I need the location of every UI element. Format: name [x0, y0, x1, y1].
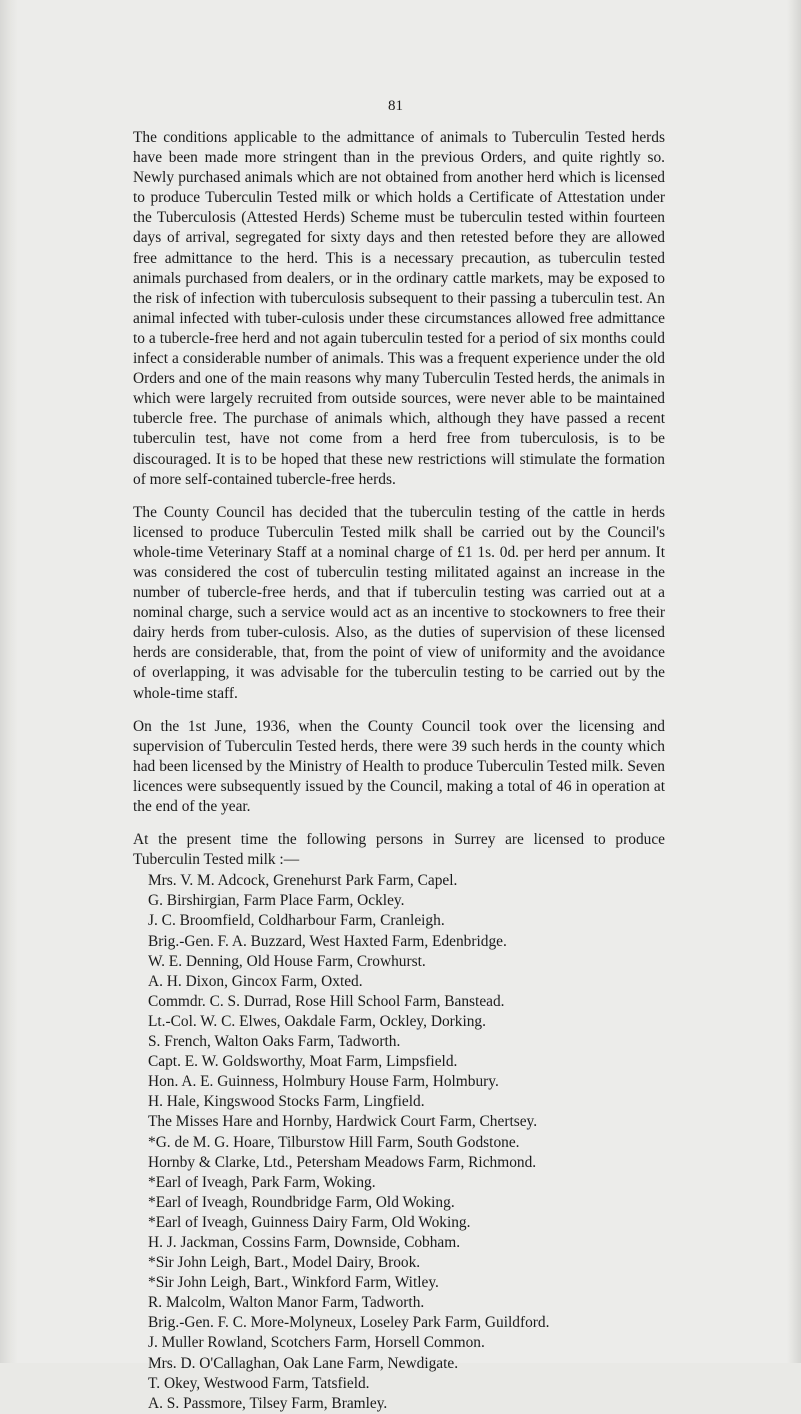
list-item: W. E. Denning, Old House Farm, Crowhurst.	[148, 952, 426, 970]
page-number: 81	[388, 98, 403, 114]
list-item: A. S. Passmore, Tilsey Farm, Bramley.	[148, 1394, 388, 1412]
list-item: Commdr. C. S. Durrad, Rose Hill School Farm, Banstead.	[148, 992, 505, 1010]
list-item: *Sir John Leigh, Bart., Model Dairy, Brook.	[148, 1254, 421, 1272]
list-item: Hornby & Clarke, Ltd., Petersham Meadows Farm, Richmond.	[148, 1153, 537, 1171]
list-item: The Misses Hare and Hornby, Hardwick Court Farm, Chertsey.	[148, 1113, 538, 1131]
page-edge-left	[0, 0, 18, 1363]
list-item: G. Birshirgian, Farm Place Farm, Ockley.	[148, 892, 405, 910]
list-item: Brig.-Gen. F. C. More-Molyneux, Loseley Park Farm, Guildford.	[148, 1314, 550, 1332]
list-item: J. C. Broomfield, Coldharbour Farm, Cranleigh.	[148, 912, 445, 930]
list-item: H. J. Jackman, Cossins Farm, Downside, Cobham.	[148, 1233, 461, 1251]
list-item: S. French, Walton Oaks Farm, Tadworth.	[148, 1033, 401, 1051]
paragraph-licensing-history: On the 1st June, 1936, when the County Council took over the licensing and supervision of Tuberculin Tested herds, there were 39 such herds in the county which had been licensed by the Ministry of Health to produce Tuberculin Tested milk. Seven licences were subsequently issued by the Council, making a total of 46 in operation at the end of the year.	[133, 717, 665, 815]
list-item: *Earl of Iveagh, Roundbridge Farm, Old Woking.	[148, 1193, 455, 1211]
list-item: H. Hale, Kingswood Stocks Farm, Lingfield.	[148, 1093, 425, 1111]
list-item: *G. de M. G. Hoare, Tilburstow Hill Farm, South Godstone.	[148, 1133, 520, 1151]
paragraph-testing-charge: The County Council has decided that the tuberculin testing of the cattle in herds licensed to produce Tuberculin Tested milk shall be carried out by the Council's whole-time Veterinary Staff at a nominal charge of £1 1s. 0d. per herd per annum. It was considered the cost of tuberculin testing militated against an increase in the number of tubercle-free herds, and that if tuberculin testing was carried out at a nominal charge, such a service would act as an incentive to stockowners to free their dairy herds from tuber-culosis. Also, as the duties of supervision of these licensed herds are considerable, that, from the point of view of uniformity and the avoidance of overlapping, it was advisable for the tuberculin testing to be carried out by the whole-time staff.	[133, 503, 665, 702]
list-item: Mrs. D. O'Callaghan, Oak Lane Farm, Newdigate.	[148, 1354, 459, 1372]
list-item: R. Malcolm, Walton Manor Farm, Tadworth.	[148, 1294, 425, 1312]
list-item: Hon. A. E. Guinness, Holmbury House Farm, Holmbury.	[148, 1073, 499, 1091]
list-item: *Earl of Iveagh, Guinness Dairy Farm, Old Woking.	[148, 1213, 471, 1231]
list-item: Mrs. V. M. Adcock, Grenehurst Park Farm, Capel.	[148, 872, 458, 890]
list-item: A. H. Dixon, Gincox Farm, Oxted.	[148, 972, 363, 990]
list-item: Brig.-Gen. F. A. Buzzard, West Haxted Farm, Edenbridge.	[148, 932, 507, 950]
licensee-list	[133, 871, 665, 1414]
licensee-list-intro: At the present time the following persons in Surrey are licensed to produce Tuberculin Tested milk :—	[133, 831, 665, 869]
list-item: *Earl of Iveagh, Park Farm, Woking.	[148, 1173, 376, 1191]
list-item: Capt. E. W. Goldsworthy, Moat Farm, Limpsfield.	[148, 1053, 458, 1071]
paragraph-admittance-conditions: The conditions applicable to the admittance of animals to Tuberculin Tested herds have been made more stringent than in the previous Orders, and quite rightly so. Newly purchased animals which are not obtained from another herd which is licensed to produce Tuberculin Tested milk or which holds a Certificate of Attestation under the Tuberculosis (Attested Herds) Scheme must be tuberculin tested within fourteen days of arrival, segregated for sixty days and then retested before they are allowed free admittance to the herd. This is a necessary precaution, as tuberculin tested animals purchased from dealers, or in the ordinary cattle markets, may be exposed to the risk of infection with tuberculosis subsequent to their passing a tuberculin test. An animal infected with tuber-culosis under these circumstances allowed free admittance to a tubercle-free herd and not again tuberculin tested for a period of six months could infect a considerable number of animals. This was a frequent experience under the old Orders and one of the main reasons why many Tuberculin Tested herds, the animals in which were largely recruited from outside sources, were never able to be maintained tubercle free. The purchase of animals which, although they have passed a recent tuberculin test, have not come from a herd free from tuberculosis, is to be discouraged. It is to be hoped that these new restrictions will stimulate the formation of more self-contained tubercle-free herds.	[133, 129, 665, 488]
page-edge-right	[787, 0, 801, 1363]
body-text	[133, 128, 665, 1414]
list-item: Lt.-Col. W. C. Elwes, Oakdale Farm, Ockley, Dorking.	[148, 1012, 486, 1030]
list-item: J. Muller Rowland, Scotchers Farm, Horsell Common.	[148, 1334, 485, 1352]
list-item: T. Okey, Westwood Farm, Tatsfield.	[148, 1374, 370, 1392]
list-item: *Sir John Leigh, Bart., Winkford Farm, Witley.	[148, 1274, 439, 1292]
